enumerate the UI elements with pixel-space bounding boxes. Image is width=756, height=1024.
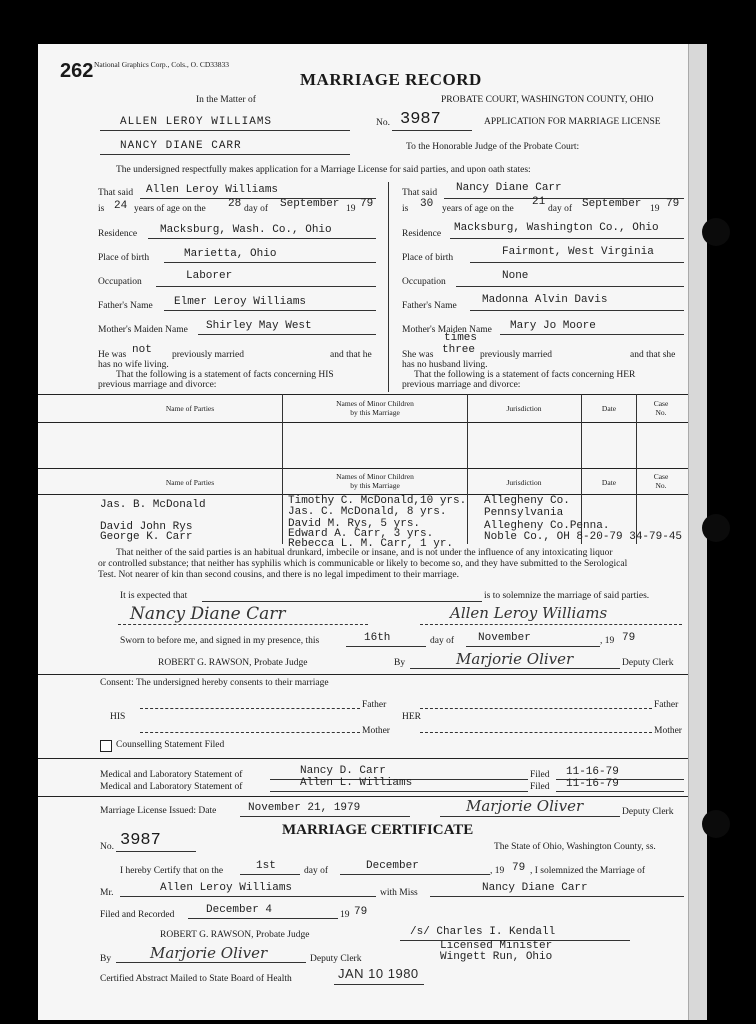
bride-signature: Nancy Diane Carr — [130, 604, 286, 624]
groom-age: 24 — [114, 200, 128, 212]
certificate-state: The State of Ohio, Washington County, ss. — [494, 842, 656, 852]
groom-he-was-label: He was — [98, 350, 127, 360]
groom-occupation-label: Occupation — [98, 277, 142, 287]
medical-date-2: 11-16-79 — [566, 778, 619, 790]
groom-is-label: is — [98, 204, 105, 214]
groom-signature: Allen Leroy Williams — [450, 604, 608, 622]
in-the-matter-label: In the Matter of — [196, 95, 256, 105]
bride-mother-label: Mother's Maiden Name — [402, 325, 492, 335]
groom-statement-1: That the following is a statement of facts concerning HIS — [116, 370, 334, 380]
bride-statement-2: previous marriage and divorce: — [402, 380, 521, 390]
table-header-rule-1 — [38, 422, 688, 423]
certificate-by-label: By — [100, 954, 112, 964]
groom-statement-2: previous marriage and divorce: — [98, 380, 217, 390]
table-row-3-child: David M. Rys, 5 yrs. — [288, 518, 421, 530]
bride-previously-married: previously married — [480, 350, 553, 360]
table-mid-rule — [38, 468, 688, 469]
medical-date-1: 11-16-79 — [566, 766, 619, 778]
groom-year-prefix: 19 — [346, 204, 356, 214]
certificate-no-label: No. — [100, 842, 114, 852]
table-header-parties: Name of Parties — [165, 404, 215, 413]
bride-father-label: Father's Name — [402, 301, 457, 311]
groom-name: Allen Leroy Williams — [146, 184, 279, 196]
table2-header-date: Date — [601, 478, 617, 487]
bride-name-line — [444, 198, 684, 199]
solemnized-text: , I solemnized the Marriage of — [530, 866, 646, 876]
groom-signature-line — [420, 624, 682, 625]
groom-residence: Macksburg, Wash. Co., Ohio — [160, 224, 332, 236]
consent-top-rule — [38, 674, 688, 675]
bride-name: Nancy Diane Carr — [456, 182, 562, 194]
consent-text: Consent: The undersigned hereby consents to their marriage — [100, 678, 329, 688]
bride-day-of-label: day of — [548, 204, 573, 214]
table-top-rule — [38, 394, 688, 395]
bride-birthplace-label: Place of birth — [402, 253, 454, 263]
medical-filed-1: Filed — [530, 770, 550, 780]
certificate-number-line — [116, 851, 196, 852]
bride-year-prefix: 19 — [650, 204, 660, 214]
solemnize-text: is to solemnize the marriage of said parties. — [484, 591, 650, 601]
certificate-day-of: day of — [304, 866, 329, 876]
certificate-number: 3987 — [120, 831, 161, 850]
table-header-case-1: Case — [653, 399, 669, 408]
table-row-4-jurisdiction: Noble Co., OH 8-20-79 34-79-45 — [484, 531, 683, 543]
groom-previously-married: previously married — [172, 350, 245, 360]
her-father-line — [420, 708, 652, 709]
groom-mother: Shirley May West — [206, 320, 312, 332]
certificate-groom-line — [120, 896, 376, 897]
minister-signature: /s/ Charles I. Kendall — [410, 926, 556, 938]
medical-filed-2: Filed — [530, 782, 550, 792]
certificate-title: MARRIAGE CERTIFICATE — [282, 822, 474, 838]
groom-residence-label: Residence — [98, 229, 138, 239]
table-col-line-2 — [467, 394, 468, 544]
by-label: By — [394, 658, 406, 668]
with-miss-label: with Miss — [380, 888, 418, 898]
bride-birth-year: 79 — [666, 198, 680, 210]
license-issued-label: Marriage License Issued: Date — [100, 806, 217, 816]
medical-date-2-line — [556, 791, 684, 792]
groom-father-label: Father's Name — [98, 301, 153, 311]
bride-residence-line — [450, 238, 684, 239]
bride-married-status: three — [442, 344, 476, 356]
medical-bottom-rule — [38, 796, 688, 797]
page-number: 262 — [60, 60, 94, 82]
table-row-3-jurisdiction: Allegheny Co.Penna. — [484, 520, 610, 532]
license-issued-date: November 21, 1979 — [248, 802, 361, 814]
groom-no-wife: has no wife living. — [98, 360, 169, 370]
sworn-year-prefix: , 19 — [600, 636, 615, 646]
deputy-clerk-label: Deputy Clerk — [622, 658, 674, 668]
certificate-month-line — [340, 874, 490, 875]
certificate-day: 1st — [256, 860, 276, 872]
applicant-groom: ALLEN LEROY WILLIAMS — [120, 116, 273, 128]
table-row-5-child: Rebecca L. M. Carr, 1 yr. — [288, 538, 454, 550]
bride-residence-label: Residence — [402, 229, 442, 239]
groom-that-said-label: That said — [98, 188, 134, 198]
bride-times-note: times — [444, 332, 478, 344]
applicant-bride: NANCY DIANE CARR — [120, 140, 242, 152]
counselling-checkbox[interactable] — [100, 740, 112, 752]
sworn-day-of-label: day of — [430, 636, 455, 646]
oath-paragraph-1: That neither of the said parties is an habitual drunkard, imbecile or insane, and is not under the influence of any intoxicating liquor — [116, 548, 613, 558]
bride-she-was-label: She was — [402, 350, 434, 360]
table-row-3-party: David John Rys — [100, 521, 193, 533]
binder-hole-top — [702, 218, 730, 246]
bride-birth-month: September — [582, 198, 642, 210]
groom-day-of-label: day of — [244, 204, 269, 214]
certificate-year: 79 — [512, 862, 526, 874]
groom-mother-line — [198, 334, 376, 335]
sworn-month-line — [466, 646, 600, 647]
his-father-line — [140, 708, 360, 709]
groom-birth-day: 28 — [228, 198, 242, 210]
groom-residence-line — [148, 238, 376, 239]
table-header-children-1: Names of Minor Children — [336, 399, 414, 408]
certificate-bride-line — [430, 896, 684, 897]
filed-recorded-label: Filed and Recorded — [100, 910, 175, 920]
application-label: APPLICATION FOR MARRIAGE LICENSE — [484, 117, 661, 127]
filed-year-prefix: 19 — [340, 910, 350, 920]
certify-text: I hereby Certify that on the — [120, 866, 224, 876]
clerk-signature: Marjorie Oliver — [456, 650, 574, 668]
medical-name-1: Nancy D. Carr — [300, 765, 386, 777]
table2-header-case-1: Case — [653, 472, 669, 481]
filed-year: 79 — [354, 906, 368, 918]
her-mother-label: Mother — [654, 726, 682, 736]
her-label: HER — [402, 712, 421, 722]
court-name: PROBATE COURT, WASHINGTON COUNTY, OHIO — [441, 95, 654, 105]
groom-occupation: Laborer — [186, 270, 233, 282]
oath-paragraph-2: or controlled substance; that neither has syphilis which is communicable or likely to become so, and they have submitted to the Serological — [98, 559, 628, 569]
bride-mother-line — [500, 334, 684, 335]
abstract-date-line — [334, 984, 424, 985]
bride-occupation-label: Occupation — [402, 277, 446, 287]
license-clerk-signature: Marjorie Oliver — [466, 797, 584, 815]
table2-header-children-2: by this Marriage — [350, 481, 400, 490]
table-header-case-2: No. — [655, 408, 667, 417]
minister-title: Licensed Minister — [440, 940, 553, 952]
bride-no-husband: has no husband living. — [402, 360, 488, 370]
bride-mother: Mary Jo Moore — [510, 320, 596, 332]
counselling-label: Counselling Statement Filed — [116, 740, 225, 750]
record-number: 3987 — [400, 110, 441, 129]
bride-occupation-line — [456, 286, 684, 287]
table2-header-jurisdiction: Jurisdiction — [506, 478, 542, 487]
table-header-date: Date — [601, 404, 617, 413]
sworn-day: 16th — [364, 632, 391, 644]
groom-birthplace: Marietta, Ohio — [184, 248, 277, 260]
page-title: MARRIAGE RECORD — [300, 70, 482, 89]
table2-header-children-1: Names of Minor Children — [336, 472, 414, 481]
medical-label-2: Medical and Laboratory Statement of — [100, 782, 243, 792]
certificate-bride: Nancy Diane Carr — [482, 882, 588, 894]
binder-hole-bottom — [702, 810, 730, 838]
certificate-year-prefix: , 19 — [490, 866, 505, 876]
bride-signature-line — [118, 624, 368, 625]
license-issued-line — [240, 816, 410, 817]
bride-residence: Macksburg, Washington Co., Ohio — [454, 222, 659, 234]
record-no-label: No. — [376, 118, 390, 128]
bride-birth-day: 21 — [532, 196, 546, 208]
applicant-groom-line — [100, 130, 350, 131]
certificate-day-line — [240, 874, 300, 875]
binder-hole-middle — [702, 514, 730, 542]
groom-birthplace-line — [164, 262, 376, 263]
license-clerk-line — [440, 816, 620, 817]
table-row-2-jurisdiction: Pennsylvania — [484, 507, 564, 519]
certificate-clerk-signature: Marjorie Oliver — [150, 944, 268, 962]
abstract-date-stamp: JAN 10 1980 — [338, 966, 419, 981]
bride-is-label: is — [402, 204, 409, 214]
his-label: HIS — [110, 712, 126, 722]
table-row-1-party: Jas. B. McDonald — [100, 499, 206, 511]
bride-age-text: years of age on the — [442, 204, 514, 214]
bride-age: 30 — [420, 198, 434, 210]
probate-judge: ROBERT G. RAWSON, Probate Judge — [158, 658, 308, 668]
certificate-judge: ROBERT G. RAWSON, Probate Judge — [160, 930, 310, 940]
certificate-deputy-clerk: Deputy Clerk — [310, 954, 362, 964]
table2-header-case-2: No. — [655, 481, 667, 490]
certificate-month: December — [366, 860, 419, 872]
license-deputy-clerk: Deputy Clerk — [622, 807, 674, 817]
filed-recorded-date: December 4 — [206, 904, 273, 916]
abstract-label: Certified Abstract Mailed to State Board of Health — [100, 974, 292, 984]
table2-header-parties: Name of Parties — [165, 478, 215, 487]
publisher-imprint: National Graphics Corp., Cols., O. CD33833 — [94, 60, 229, 69]
table-row-1-child: Timothy C. McDonald,10 yrs. — [288, 495, 467, 507]
groom-and-that: and that he — [330, 350, 372, 360]
his-mother-line — [140, 732, 360, 733]
bride-birthplace-line — [470, 262, 684, 263]
bride-statement-1: That the following is a statement of facts concerning HER — [414, 370, 636, 380]
his-mother-label: Mother — [362, 726, 390, 736]
groom-occupation-line — [156, 286, 376, 287]
column-divider — [388, 182, 389, 392]
record-number-line — [392, 130, 472, 131]
medical-top-rule — [38, 758, 688, 759]
bride-father: Madonna Alvin Davis — [482, 294, 608, 306]
medical-label-1: Medical and Laboratory Statement of — [100, 770, 243, 780]
mr-label: Mr. — [100, 888, 114, 898]
applicant-bride-line — [100, 154, 350, 155]
sworn-day-line — [346, 646, 426, 647]
officiant-line — [202, 601, 482, 602]
table-row-1-jurisdiction: Allegheny Co. — [484, 495, 570, 507]
filed-recorded-line — [188, 918, 338, 919]
expected-label: It is expected that — [120, 591, 188, 601]
oath-paragraph-3: Test. Not nearer of kin than second cousins, and there is no legal impediment to their marriage. — [98, 570, 460, 580]
bride-birthplace: Fairmont, West Virginia — [502, 246, 654, 258]
clerk-signature-line — [410, 668, 620, 669]
groom-birthplace-label: Place of birth — [98, 253, 150, 263]
table-col-line-1 — [282, 394, 283, 544]
groom-name-line — [140, 198, 376, 199]
groom-father: Elmer Leroy Williams — [174, 296, 307, 308]
medical-name-2: Allen L. Williams — [300, 777, 413, 789]
groom-birth-year: 79 — [360, 198, 374, 210]
to-judge-text: To the Honorable Judge of the Probate Court: — [406, 142, 580, 152]
bride-and-that: and that she — [630, 350, 676, 360]
bride-occupation: None — [502, 270, 529, 282]
groom-married-status: not — [132, 344, 152, 356]
table-row-2-child: Jas. C. McDonald, 8 yrs. — [288, 506, 447, 518]
sworn-month: November — [478, 632, 531, 644]
certificate-groom: Allen Leroy Williams — [160, 882, 293, 894]
table-row-4-party: George K. Carr — [100, 531, 193, 543]
table-row-4-child: Edward A. Carr, 3 yrs. — [288, 528, 434, 540]
table-header-jurisdiction: Jurisdiction — [506, 404, 542, 413]
groom-father-line — [164, 310, 376, 311]
groom-age-text: years of age on the — [134, 204, 206, 214]
sworn-year: 79 — [622, 632, 636, 644]
bride-father-line — [470, 310, 684, 311]
groom-birth-month: September — [280, 198, 340, 210]
minister-place: Wingett Run, Ohio — [440, 951, 553, 963]
intro-text: The undersigned respectfully makes application for a Marriage License for said parties, and upon oath states: — [116, 165, 531, 175]
certificate-clerk-line — [116, 962, 306, 963]
her-father-label: Father — [654, 700, 679, 710]
groom-mother-label: Mother's Maiden Name — [98, 325, 188, 335]
sworn-text: Sworn to before me, and signed in my presence, this — [120, 636, 320, 646]
table-header-children-2: by this Marriage — [350, 408, 400, 417]
medical-name-2-line — [270, 791, 528, 792]
her-mother-line — [420, 732, 652, 733]
bride-that-said-label: That said — [402, 188, 438, 198]
his-father-label: Father — [362, 700, 387, 710]
